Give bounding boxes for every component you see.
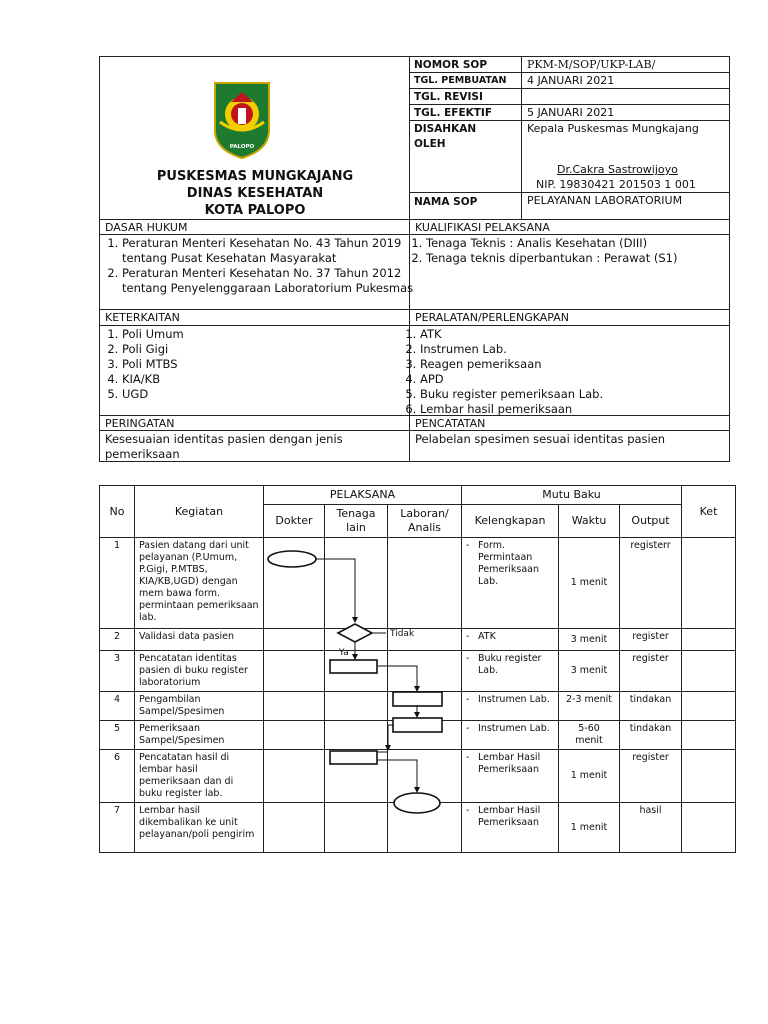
pencatatan-title: PENCATATAN <box>415 417 486 430</box>
cell-tenaga-lain <box>325 629 388 651</box>
divider <box>99 325 730 326</box>
header-waktu: Waktu <box>559 505 620 538</box>
keterkaitan-list <box>98 327 422 402</box>
flow-label-ya: Ya <box>339 648 349 658</box>
cell-tenaga-lain <box>325 651 388 692</box>
row-ket <box>682 721 736 750</box>
row-waktu: 1 menit <box>559 803 620 853</box>
divider <box>99 309 730 310</box>
row-no: 1 <box>100 538 135 629</box>
row-output: hasil <box>620 803 682 853</box>
row-no: 7 <box>100 803 135 853</box>
row-waktu: 1 menit <box>559 750 620 803</box>
row-ket <box>682 629 736 651</box>
table-row <box>100 629 736 651</box>
nama-sop-label: NAMA SOP <box>414 196 478 208</box>
row-kegiatan: Pengambilan Sampel/Spesimen <box>135 692 264 721</box>
disahkan-name: Dr.Cakra Sastrowijoyo <box>557 163 678 176</box>
table-row <box>100 803 736 853</box>
cell-dokter <box>264 538 325 629</box>
row-ket <box>682 750 736 803</box>
cell-laboran <box>388 750 462 803</box>
row-kegiatan: Pasien datang dari unit pelayanan (P.Umum, P.Gigi, P.MTBS, KIA/KB,UGD) dengan mem bawa form. permintaan pemeriksaan lab. <box>135 538 264 629</box>
cell-dokter <box>264 629 325 651</box>
disahkan-title: Kepala Puskesmas Mungkajang <box>527 122 699 135</box>
dasar-hukum-list <box>98 236 422 296</box>
row-waktu: 1 menit <box>559 538 620 629</box>
row-output: tindakan <box>620 721 682 750</box>
cell-laboran <box>388 692 462 721</box>
list-item: 2. Peraturan Menteri Kesehatan No. 37 Tahun 2012 tentang Penyelenggaraan Laboratorium Pukesmas <box>122 266 422 296</box>
tgl-revisi-label: TGL. REVISI <box>414 91 483 103</box>
row-kegiatan: Pencatatan hasil di lembar hasil pemeriksaan dan di buku register lab. <box>135 750 264 803</box>
org-line-2: DINAS KESEHATAN <box>186 186 324 201</box>
row-no: 4 <box>100 692 135 721</box>
header-mutu-baku: Mutu Baku <box>462 486 682 505</box>
row-no: 3 <box>100 651 135 692</box>
kualifikasi-title: KUALIFIKASI PELAKSANA <box>415 221 550 234</box>
header-pelaksana: PELAKSANA <box>264 486 462 505</box>
list-item: 1. Peraturan Menteri Kesehatan No. 43 Tahun 2019 tentang Pusat Kesehatan Masyarakat <box>122 236 422 266</box>
cell-laboran <box>388 629 462 651</box>
row-kelengkapan: - Instrumen Lab. <box>462 721 559 750</box>
row-ket <box>682 651 736 692</box>
list-item: 2. Tenaga teknis diperbantukan : Perawat (S1) <box>426 251 746 266</box>
flow-label-tidak: Tidak <box>390 629 415 639</box>
row-kegiatan: Validasi data pasien <box>135 629 264 651</box>
row-ket <box>682 692 736 721</box>
row-output: registerr <box>620 538 682 629</box>
row-ket <box>682 803 736 853</box>
header-tenaga-lain: Tenaga lain <box>325 505 388 538</box>
divider <box>409 192 730 193</box>
cell-dokter <box>264 721 325 750</box>
cell-tenaga-lain <box>325 750 388 803</box>
svg-text:PALOPO: PALOPO <box>229 144 255 150</box>
cell-laboran <box>388 538 462 629</box>
row-no: 5 <box>100 721 135 750</box>
row-output: register <box>620 750 682 803</box>
row-waktu: 3 menit <box>559 629 620 651</box>
peralatan-list <box>396 327 750 417</box>
kualifikasi-list <box>402 236 746 266</box>
table-row <box>100 651 736 692</box>
tgl-efektif-label: TGL. EFEKTIF <box>414 107 493 119</box>
divider <box>409 88 730 89</box>
divider <box>409 72 730 73</box>
cell-dokter <box>264 750 325 803</box>
org-name <box>130 168 380 219</box>
cell-laboran <box>388 651 462 692</box>
peringatan-title: PERINGATAN <box>105 417 175 430</box>
table-row <box>100 538 736 629</box>
row-output: register <box>620 629 682 651</box>
list-item: 1. Tenaga Teknis : Analis Kesehatan (DIII) <box>426 236 746 251</box>
list-item: 2. Poli Gigi <box>122 342 422 357</box>
cell-tenaga-lain <box>325 692 388 721</box>
tgl-pembuatan-value: 4 JANUARI 2021 <box>527 74 615 87</box>
table-row <box>100 721 736 750</box>
list-item: 1. ATK <box>420 327 750 342</box>
header-laboran: Laboran/ Analis <box>388 505 462 538</box>
org-line-3: KOTA PALOPO <box>204 203 306 218</box>
table-row <box>100 750 736 803</box>
tgl-pembuatan-label: TGL. PEMBUATAN <box>414 75 507 86</box>
divider <box>409 104 730 105</box>
row-waktu: 5-60 menit <box>559 721 620 750</box>
cell-tenaga-lain <box>325 538 388 629</box>
row-kegiatan: Lembar hasil dikembalikan ke unit pelayanan/poli pengirim <box>135 803 264 853</box>
row-output: register <box>620 651 682 692</box>
header-output: Output <box>620 505 682 538</box>
header-kelengkapan: Kelengkapan <box>462 505 559 538</box>
cell-dokter <box>264 692 325 721</box>
disahkan-label: DISAHKAN OLEH <box>414 123 477 150</box>
cell-laboran <box>388 721 462 750</box>
divider <box>409 120 730 121</box>
list-item: 2. Instrumen Lab. <box>420 342 750 357</box>
list-item: 6. Lembar hasil pemeriksaan <box>420 402 750 417</box>
row-kelengkapan: - Buku register Lab. <box>462 651 559 692</box>
row-waktu: 2-3 menit <box>559 692 620 721</box>
peralatan-title: PERALATAN/PERLENGKAPAN <box>415 311 569 324</box>
row-kelengkapan: - Form. Permintaan Pemeriksaan Lab. <box>462 538 559 629</box>
tgl-efektif-value: 5 JANUARI 2021 <box>527 106 615 119</box>
list-item: 3. Reagen pemeriksaan <box>420 357 750 372</box>
row-kelengkapan: - Lembar Hasil Pemeriksaan <box>462 750 559 803</box>
pencatatan-text: Pelabelan spesimen sesuai identitas pasien <box>415 432 666 446</box>
header-kegiatan: Kegiatan <box>135 486 264 538</box>
row-kegiatan: Pencatatan identitas pasien di buku register laboratorium <box>135 651 264 692</box>
list-item: 1. Poli Umum <box>122 327 422 342</box>
cell-tenaga-lain <box>325 721 388 750</box>
row-no: 6 <box>100 750 135 803</box>
peringatan-text: Kesesuaian identitas pasien dengan jenis pemeriksaan <box>105 432 343 461</box>
header-no: No <box>100 486 135 538</box>
list-item: 3. Poli MTBS <box>122 357 422 372</box>
disahkan-nip: NIP. 19830421 201503 1 001 <box>536 178 696 191</box>
cell-dokter <box>264 803 325 853</box>
row-waktu: 3 menit <box>559 651 620 692</box>
row-kelengkapan: - Lembar Hasil Pemeriksaan <box>462 803 559 853</box>
header-ket: Ket <box>682 486 736 538</box>
row-kelengkapan: - ATK <box>462 629 559 651</box>
list-item: 4. APD <box>420 372 750 387</box>
row-output: tindakan <box>620 692 682 721</box>
row-ket <box>682 538 736 629</box>
nama-sop-value: PELAYANAN LABORATORIUM <box>527 194 683 207</box>
puskesmas-logo <box>212 80 272 160</box>
row-kegiatan: Pemeriksaan Sampel/Spesimen <box>135 721 264 750</box>
row-no: 2 <box>100 629 135 651</box>
table-row <box>100 692 736 721</box>
divider <box>521 56 522 219</box>
org-line-1: PUSKESMAS MUNGKAJANG <box>156 169 354 184</box>
keterkaitan-title: KETERKAITAN <box>105 311 180 324</box>
divider <box>99 219 730 220</box>
list-item: 4. KIA/KB <box>122 372 422 387</box>
procedure-table <box>99 485 736 853</box>
row-kelengkapan: - Instrumen Lab. <box>462 692 559 721</box>
cell-dokter <box>264 651 325 692</box>
cell-tenaga-lain <box>325 803 388 853</box>
list-item: 5. Buku register pemeriksaan Lab. <box>420 387 750 402</box>
header-dokter: Dokter <box>264 505 325 538</box>
list-item: 5. UGD <box>122 387 422 402</box>
nomor-sop-value: PKM-M/SOP/UKP-LAB/ <box>527 58 656 71</box>
dasar-hukum-title: DASAR HUKUM <box>105 221 188 234</box>
nomor-sop-label: NOMOR SOP <box>414 59 488 71</box>
cell-laboran <box>388 803 462 853</box>
